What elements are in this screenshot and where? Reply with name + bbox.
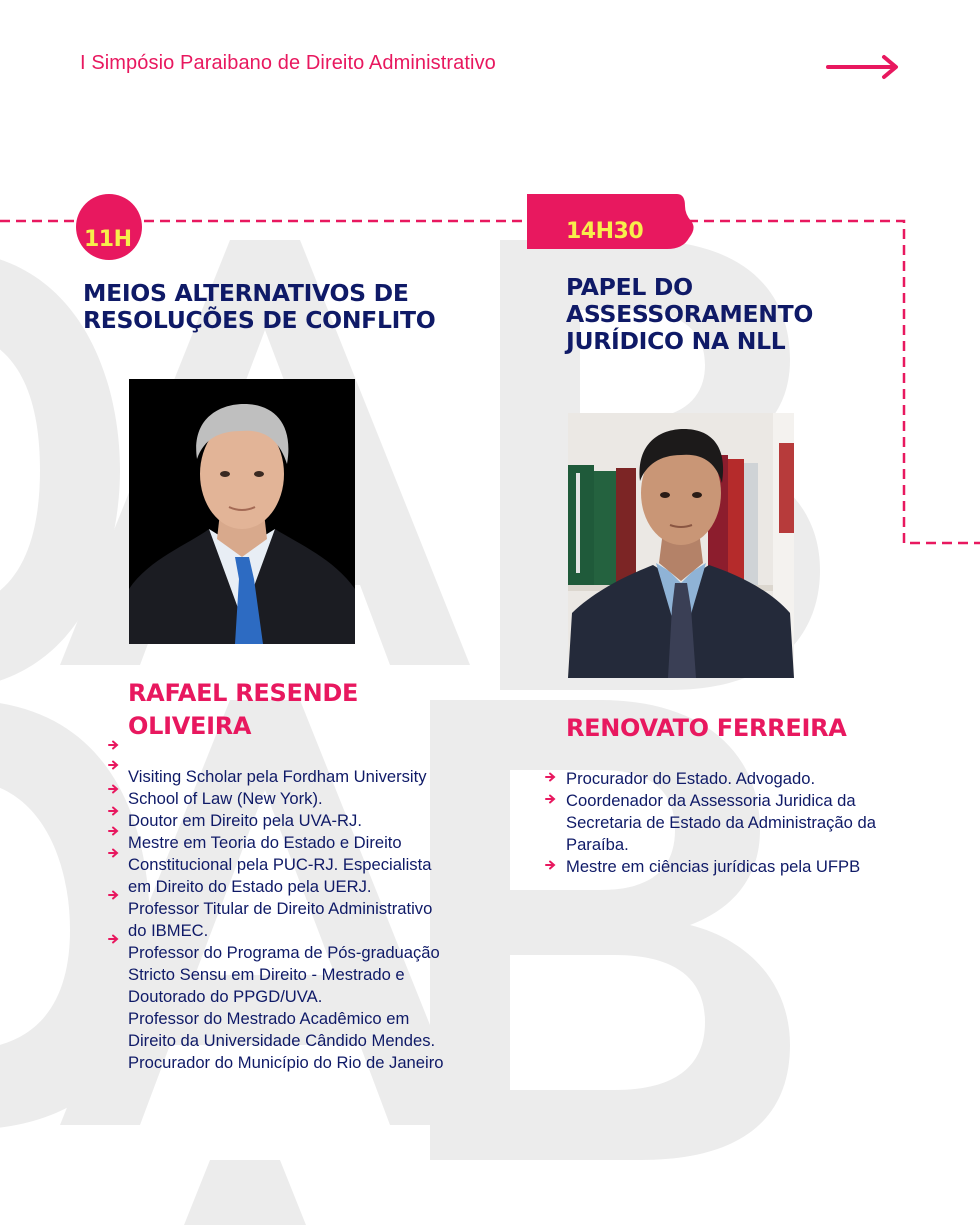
speaker-photo: [568, 413, 794, 678]
speaker-name-line: RAFAEL RESENDE: [128, 679, 359, 707]
bio-line: Professor Titular de Direito Administrativo: [128, 899, 433, 918]
bio-line: Procurador do Município do Rio de Janeiro: [128, 1053, 444, 1072]
session-title-line: MEIOS ALTERNATIVOS DE: [83, 279, 409, 307]
bullet-arrow-icon: [108, 740, 119, 750]
bio-line: Stricto Sensu em Direito - Mestrado e: [128, 965, 405, 984]
bio-line: Secretaria de Estado da Administração da: [566, 813, 876, 832]
bio-line: Professor do Mestrado Acadêmico em: [128, 1009, 410, 1028]
bio-item: [545, 790, 876, 856]
bio-line: Doutor em Direito pela UVA-RJ.: [128, 811, 362, 830]
bio-line: Mestre em Teoria do Estado e Direito: [128, 833, 402, 852]
bio-item: [545, 856, 876, 878]
bullet-arrow-icon: [545, 794, 556, 804]
bullet-arrow-icon: [108, 890, 119, 900]
bullet-arrow-icon: [108, 760, 119, 770]
bio-item: [545, 768, 876, 790]
bullet-arrow-icon: [108, 848, 119, 858]
bio-line: do IBMEC.: [128, 921, 209, 940]
session-title-line: RESOLUÇÕES DE CONFLITO: [83, 306, 436, 334]
bio-line: School of Law (New York).: [128, 789, 323, 808]
bio-line: Direito da Universidade Cândido Mendes.: [128, 1031, 436, 1050]
bio-line: Visiting Scholar pela Fordham University: [128, 767, 427, 786]
speaker-name-line: RENOVATO FERREIRA: [566, 714, 847, 742]
bullet-arrow-icon: [545, 772, 556, 782]
session-title: [83, 280, 435, 334]
bio-line: Mestre em ciências jurídicas pela UFPB: [566, 857, 861, 876]
bullet-arrow-icon: [108, 806, 119, 816]
bio-line: Coordenador da Assessoria Juridica da: [566, 791, 856, 810]
event-title: I Simpósio Paraibano de Direito Administrativo: [80, 52, 496, 74]
speaker-bio: [128, 766, 443, 1074]
session-time: 14H30: [566, 219, 644, 244]
speaker-name: [566, 712, 847, 745]
session-title: [566, 274, 813, 355]
bio-line: Procurador do Estado. Advogado.: [566, 769, 816, 788]
session-time: 11H: [84, 227, 132, 252]
session-title-line: ASSESSORAMENTO: [566, 300, 814, 328]
arrow-right-icon[interactable]: [826, 54, 902, 80]
session-title-line: PAPEL DO: [566, 273, 693, 301]
speaker-name: [128, 677, 358, 743]
speaker-photo: [129, 379, 355, 644]
bio-line: em Direito do Estado pela UERJ.: [128, 877, 372, 896]
speaker-bio: [545, 768, 876, 878]
bio-line: Doutorado do PPGD/UVA.: [128, 987, 323, 1006]
bullet-arrow-icon: [108, 784, 119, 794]
bullet-arrow-icon: [108, 826, 119, 836]
bio-line: Constitucional pela PUC-RJ. Especialista: [128, 855, 432, 874]
bullet-arrow-icon: [545, 860, 556, 870]
session-title-line: JURÍDICO NA NLL: [566, 327, 786, 355]
bio-line: Professor do Programa de Pós-graduação: [128, 943, 440, 962]
bullet-arrow-icon: [108, 934, 119, 944]
speaker-name-line: OLIVEIRA: [128, 712, 252, 740]
bio-line: Paraíba.: [566, 835, 629, 854]
